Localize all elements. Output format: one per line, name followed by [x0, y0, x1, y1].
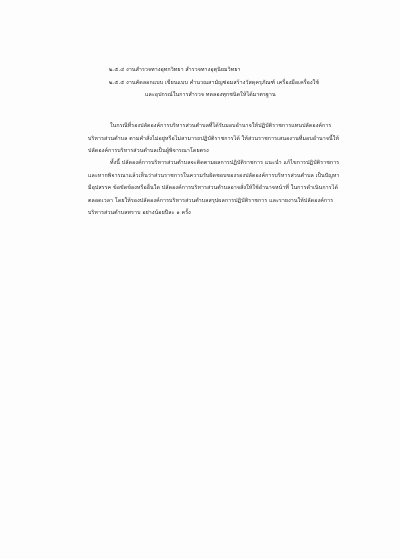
paragraph-line: ปลัดองค์การบริหารส่วนตำบลเป็นผู้พิจารณาโดยตรง	[88, 148, 209, 154]
paragraph-line: บริหารส่วนตำบล ตามคำสั่งไม่อยู่หรือไม่สามารถปฏิบัติราชการได้ ให้ส่วนราชการเสนองานที่มอบอำนาจนี้ให้	[88, 136, 340, 142]
item-2-5-4: ๒.๕.๔ งานสำรวจทางอุทกวิทยา สำรวจทางอุตุนิยมวิทยา	[109, 67, 241, 73]
paragraph-line: และหากพิจารณาแล้วเห็นว่าส่วนราชการในความรับผิดชอบของรองปลัดองค์การบริหารส่วนตำบล เป็นปัญหา	[88, 173, 340, 179]
paragraph-line: ในกรณีที่รองปลัดองค์การบริหารส่วนตำบลที่ได้รับมอบอำนาจให้ปฏิบัติราชการแทนปลัดองค์การ	[110, 123, 332, 129]
paragraph-line: บริหารส่วนตำบลทราบ อย่างน้อยปีละ ๑ ครั้ง	[88, 210, 191, 216]
item-2-5-5-continued: และอุปกรณ์ในการสำรวจ ทดลองทุกชนิดให้ได้มาตรฐาน	[145, 92, 276, 98]
paragraph-line: มีอุปสรรค ข้อขัดข้องหรืออื่นใด ปลัดองค์การบริหารส่วนตำบลอาจสั่งให้ใช้อำนาจหน้าที่ ในการดำเนินการได้	[88, 185, 339, 191]
item-2-5-5: ๒.๕.๕ งานคัดลอกแบบ เขียนแบบ คำนวณสามัญซ่อมสร้างวัสดุครุภัณฑ์ เครื่องมือเครื่องใช้	[109, 80, 320, 86]
paragraph-line: ตลอดเวลา โดยให้รองปลัดองค์การบริหารส่วนตำบลสรุปผลการปฏิบัติราชการ และรายงานให้ปลัดองค์การ	[88, 198, 334, 204]
paragraph-line: ทั้งนี้ ปลัดองค์การบริหารส่วนตำบลจะติดตามผลการปฏิบัติราชการ แนะนำ แก้ไขการปฏิบัติราชการ	[110, 160, 340, 166]
